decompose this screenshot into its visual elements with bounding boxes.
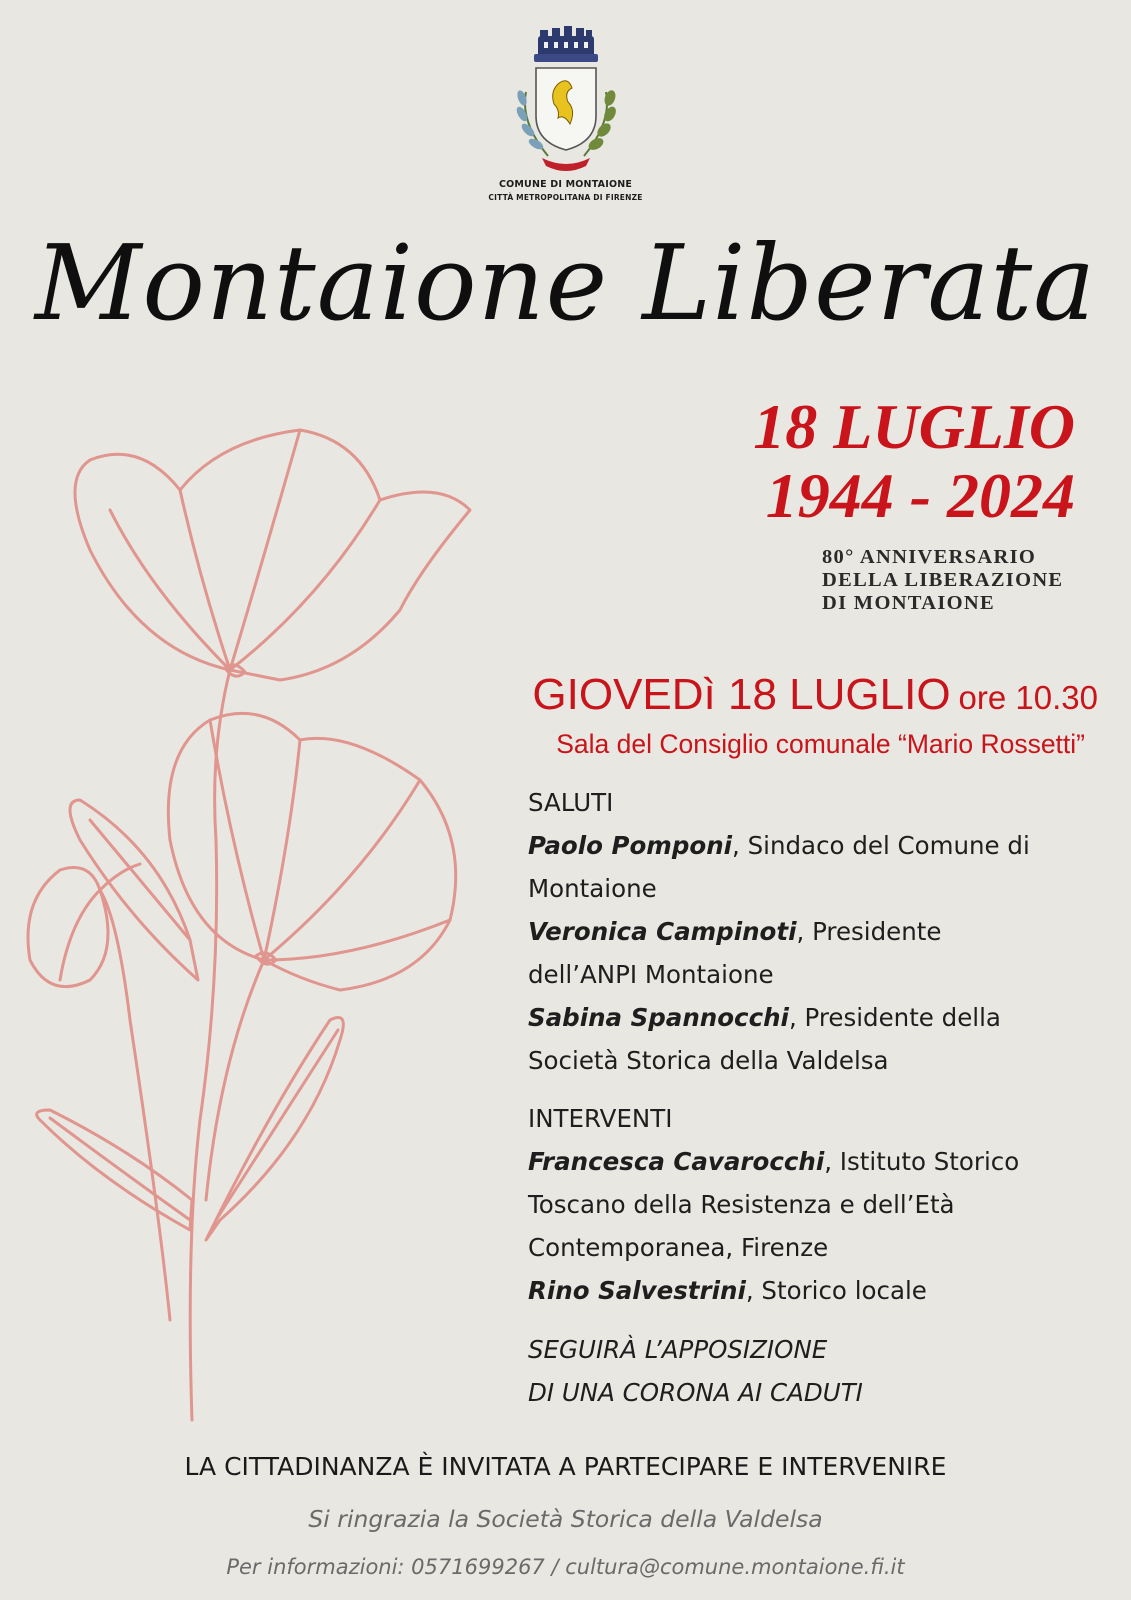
section-title: SALUTI (528, 788, 614, 817)
speaker-role: Società Storica della Valdelsa (528, 1046, 889, 1075)
speaker-name: Francesca Cavarocchi (528, 1147, 825, 1176)
anniversary-line: 80° ANNIVERSARIO (822, 546, 1037, 568)
metro-city-name: CITTÀ METROPOLITANA DI FIRENZE (488, 193, 643, 202)
saluti-section (528, 782, 1108, 1082)
speaker-role: Montaione (528, 874, 657, 903)
date-day: 18 LUGLIO (753, 391, 1075, 462)
speaker-name: Veronica Campinoti (528, 917, 797, 946)
municipal-crest-icon (496, 24, 636, 174)
speaker-entry (528, 1140, 1108, 1269)
speaker-entry (528, 1269, 1108, 1312)
closing-line: SEGUIRÀ L’APPOSIZIONE (528, 1335, 828, 1364)
closing-note (528, 1328, 1108, 1414)
event-time: ore 10.30 (958, 679, 1098, 716)
anniversary-label (822, 546, 1082, 615)
anniversary-line: DELLA LIBERAZIONE (822, 569, 1064, 591)
thanks-line: Si ringrazia la Società Storica della Valdelsa (308, 1505, 823, 1533)
speaker-role: , Storico locale (745, 1276, 927, 1305)
speaker-name: Sabina Spannocchi (528, 1003, 789, 1032)
event-datetime (532, 670, 1098, 720)
date-years: 1944 - 2024 (765, 460, 1075, 531)
speaker-role: , Presidente della (788, 1003, 1001, 1032)
crest-caption (400, 178, 731, 204)
speaker-entry (528, 996, 1108, 1082)
speaker-name: Paolo Pomponi (528, 831, 733, 860)
poppy-illustration-icon (20, 420, 500, 1460)
invitation-line: LA CITTADINANZA È INVITATA A PARTECIPARE E INTERVENIRE (184, 1452, 947, 1481)
speaker-role: , Presidente (796, 917, 942, 946)
speaker-entry (528, 824, 1108, 910)
anniversary-line: DI MONTAIONE (822, 592, 995, 614)
speaker-name: Rino Salvestrini (528, 1276, 746, 1305)
contact-info: Per informazioni: 0571699267 / cultura@comune.montaione.fi.it (226, 1555, 905, 1579)
section-title: INTERVENTI (528, 1104, 673, 1133)
event-day: GIOVEDì 18 LUGLIO (532, 670, 951, 719)
commemoration-dates (753, 392, 1075, 530)
page-title: Montaione Liberata (34, 222, 1097, 344)
speaker-role: , Sindaco del Comune di (732, 831, 1030, 860)
speaker-role: Toscano della Resistenza e dell’Età (528, 1190, 955, 1219)
speaker-role: dell’ANPI Montaione (528, 960, 774, 989)
comune-name: COMUNE DI MONTAIONE (498, 179, 633, 190)
speaker-role: , Istituto Storico (824, 1147, 1020, 1176)
speaker-role: Contemporanea, Firenze (528, 1233, 829, 1262)
event-venue: Sala del Consiglio comunale “Mario Rossetti” (556, 729, 1085, 759)
interventi-section (528, 1098, 1108, 1312)
closing-line: DI UNA CORONA AI CADUTI (528, 1378, 863, 1407)
program (528, 782, 1108, 1414)
speaker-entry (528, 910, 1108, 996)
